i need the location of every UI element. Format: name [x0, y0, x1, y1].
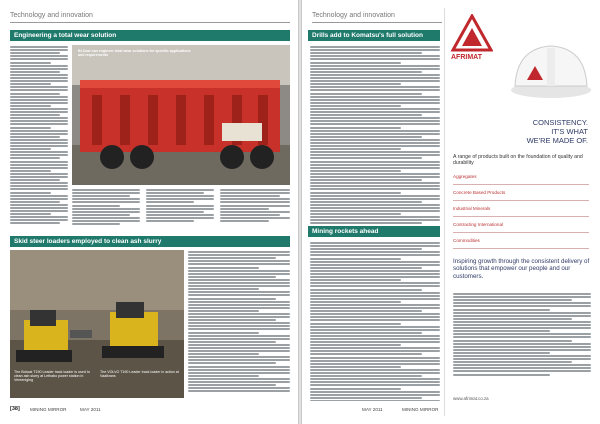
- ad-website[interactable]: www.afrimat.co.za: [453, 396, 489, 401]
- hard-hat-illustration: [495, 32, 593, 112]
- section-rule: [312, 22, 442, 23]
- ad-item-concrete: Concrete Based Products: [453, 190, 506, 195]
- slogan-line-3: WE'RE MADE OF.: [526, 136, 588, 145]
- divider: [453, 232, 589, 233]
- left-page: [0, 0, 298, 424]
- divider: [453, 248, 589, 249]
- ad-item-industrial-minerals: Industrial Minerals: [453, 206, 491, 211]
- divider: [453, 216, 589, 217]
- photo-caption: Bi-Cast can engineer total wear solutions for specific applications and requirements: [78, 49, 191, 58]
- article-body-column: [310, 241, 440, 401]
- article-title-engineering: Engineering a total wear solution: [10, 30, 290, 41]
- section-title: Technology and innovation: [312, 12, 395, 19]
- photo-caption-right: The VOLVO T190 Leader track loader in action at Vaalkrans: [100, 370, 179, 379]
- section-rule: [10, 22, 290, 23]
- divider: [453, 200, 589, 201]
- ad-body-text: [453, 292, 591, 392]
- magazine-name: MINING MIRROR: [30, 407, 67, 412]
- ad-item-contracting: Contracting International: [453, 222, 504, 227]
- slogan-line-2: IT'S WHAT: [551, 127, 588, 136]
- article-body-column: [310, 45, 440, 225]
- section-title: Technology and innovation: [10, 12, 93, 19]
- article-title-mining-rockets: Mining rockets ahead: [308, 226, 440, 237]
- afrimat-logo-icon: [451, 14, 493, 54]
- truck-illustration: [72, 45, 290, 185]
- afrimat-brand: AFRIMAT: [451, 54, 482, 61]
- issue-date: MAY 2011: [362, 407, 383, 412]
- article-body-column: [146, 188, 214, 230]
- article-body-column: [220, 188, 290, 230]
- article-title-skid-steer: Skid steer loaders employed to clean ash slurry: [10, 236, 290, 247]
- afrimat-advert: [444, 8, 596, 416]
- issue-date: MAY 2011: [80, 407, 101, 412]
- slogan-line-1: CONSISTENCY.: [532, 118, 588, 127]
- ad-slogan: [527, 118, 588, 145]
- photo-caption-left: The Bobcat T190 Leader track loader is used to clean ash slurry at Lethabo power station in Vereeniging: [14, 370, 90, 383]
- ad-intro: A range of products built on the foundation of quality and durability: [453, 154, 583, 167]
- ad-item-commodities: Commodities: [453, 238, 480, 243]
- article-body-column: [72, 188, 140, 230]
- article-body-column: [10, 45, 68, 230]
- page-number: [38]: [10, 406, 20, 412]
- photo-wear-solution-truck: [72, 45, 290, 185]
- article-title-drills: Drills add to Komatsu's full solution: [308, 30, 440, 41]
- ad-tagline: Inspiring growth through the consistent delivery of solutions that empower our people and our customers.: [453, 258, 590, 280]
- magazine-name: MINING MIRROR: [402, 407, 439, 412]
- ad-item-aggregates: Aggregates: [453, 174, 477, 179]
- article-body-column: [188, 250, 290, 398]
- divider: [453, 184, 589, 185]
- photo-skid-steer-loaders: [10, 250, 184, 398]
